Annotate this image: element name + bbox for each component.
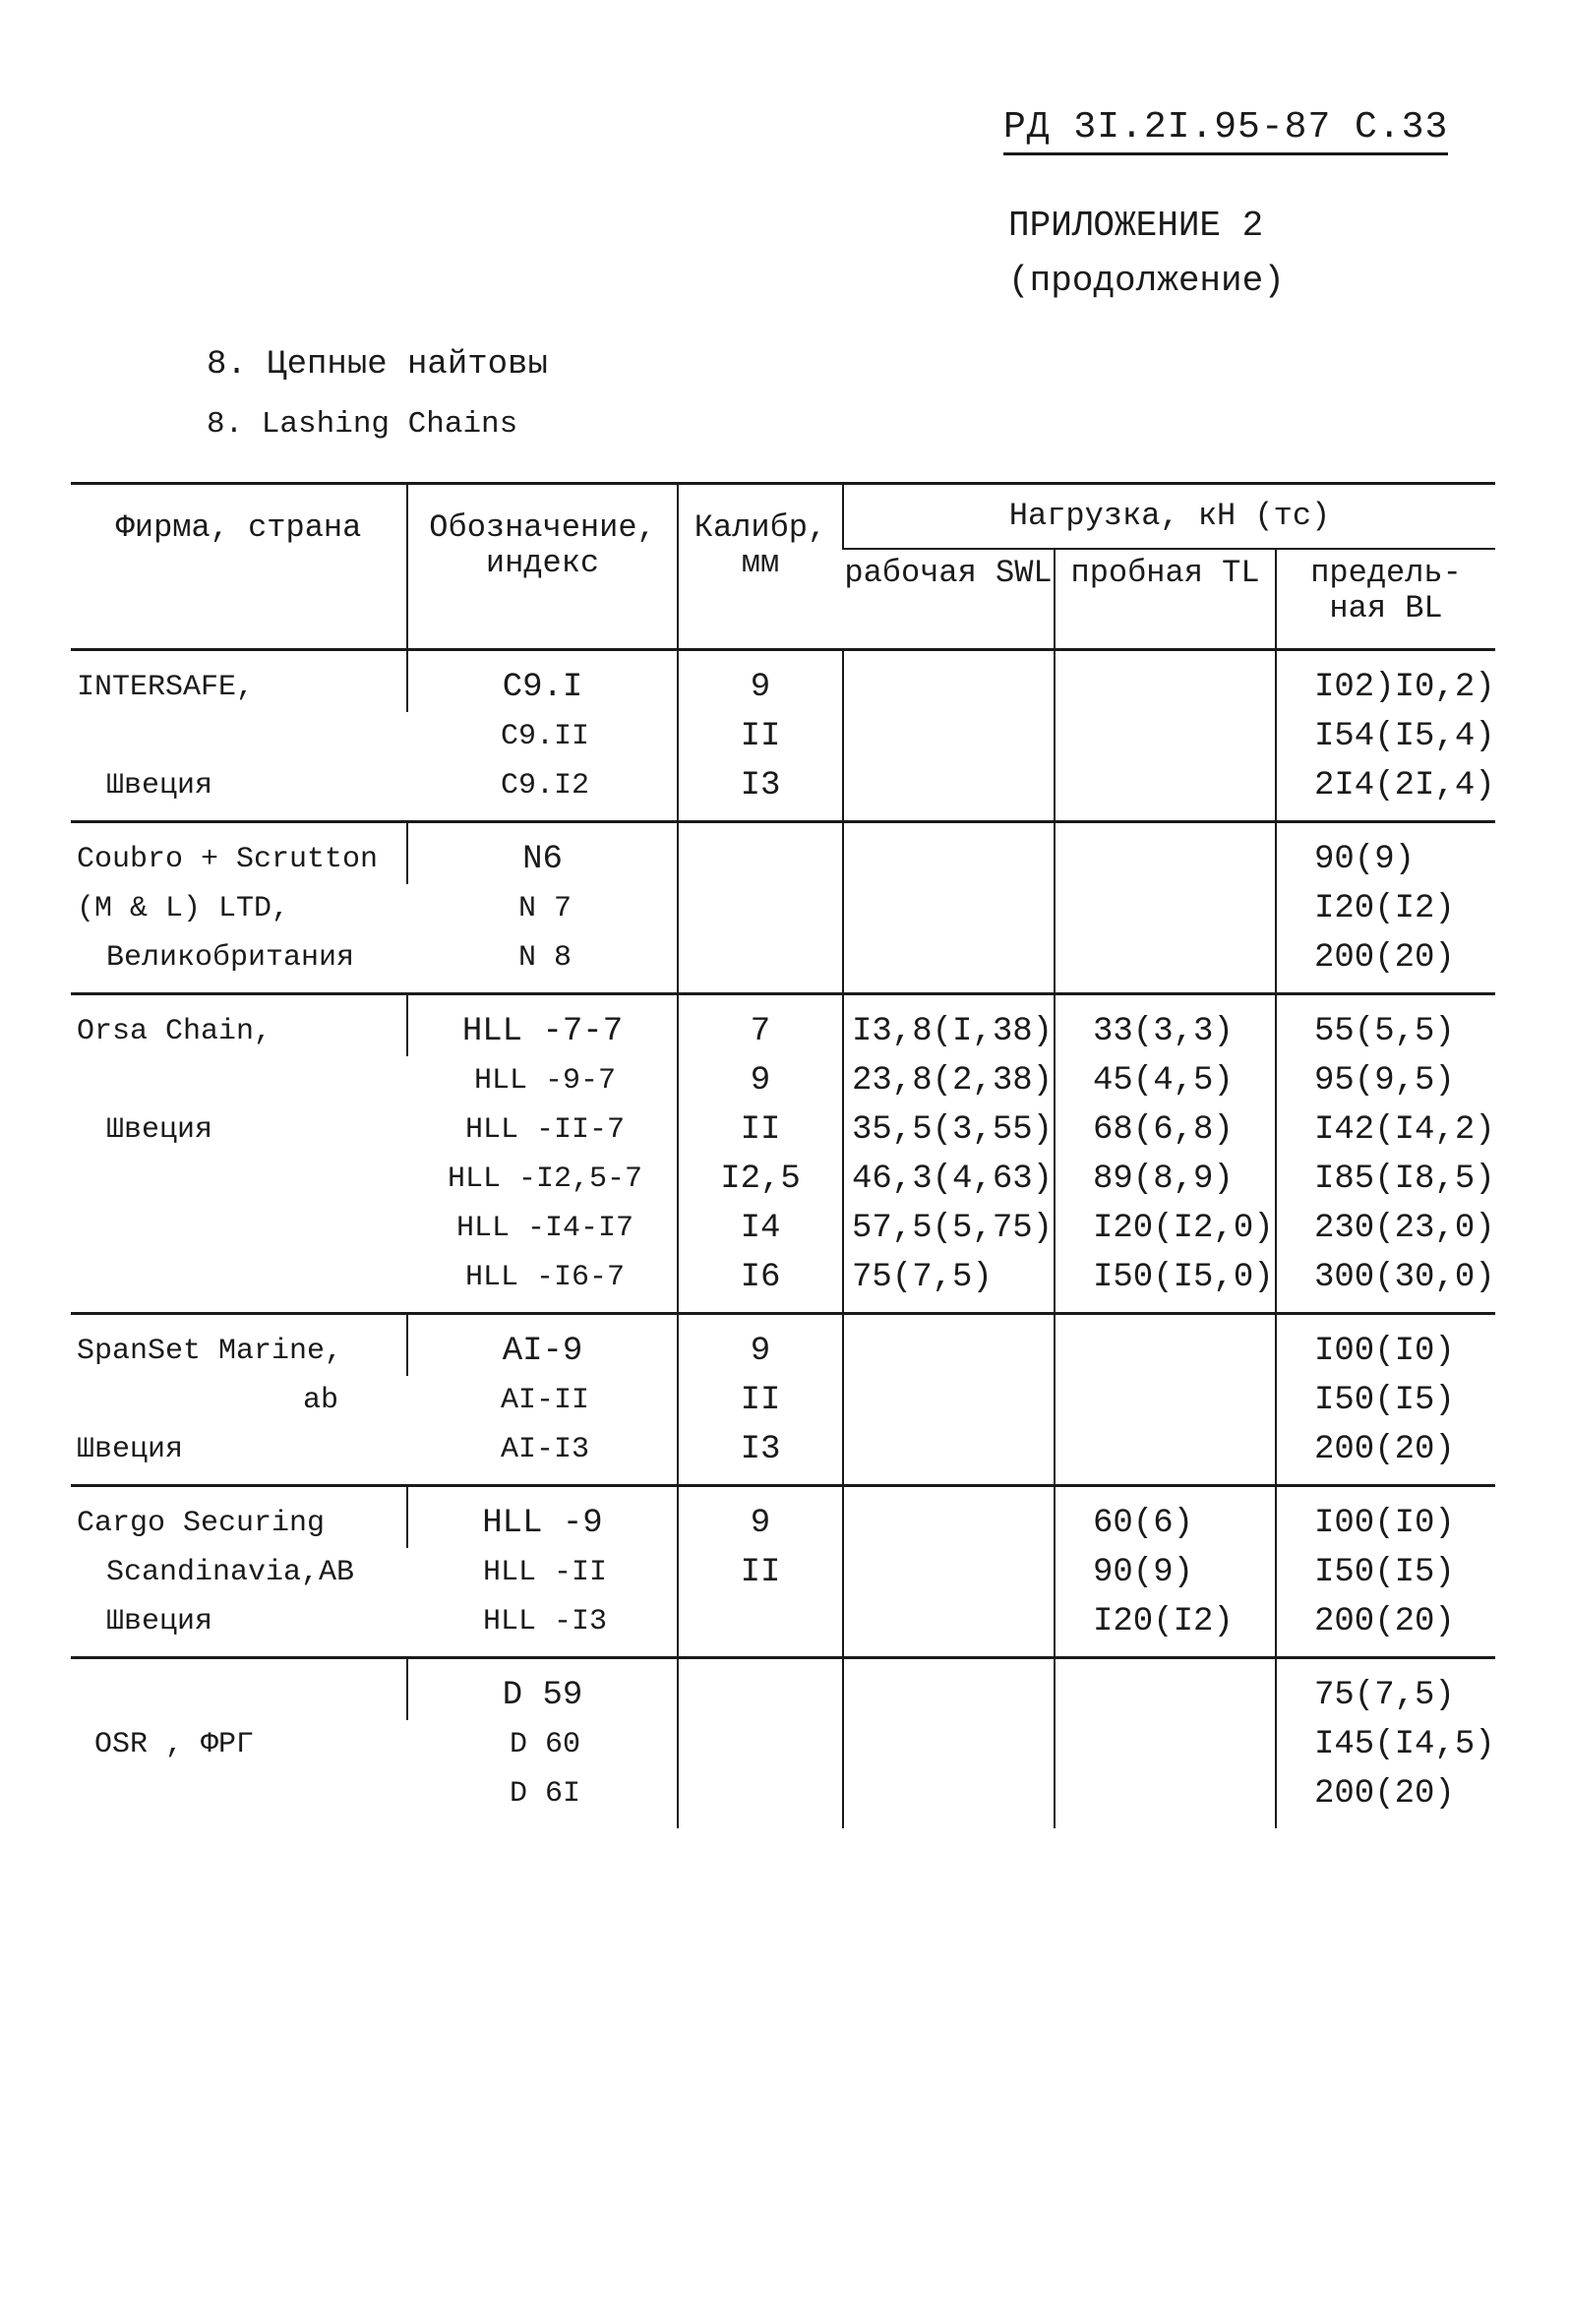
breaking-load-cell: I54(I5,4) bbox=[1276, 712, 1495, 761]
table-row bbox=[71, 1314, 1495, 1377]
caliber-cell: 9 bbox=[678, 1314, 843, 1377]
breaking-load-cell: 200(20) bbox=[1276, 933, 1495, 994]
caliber-cell: I3 bbox=[678, 761, 843, 822]
proof-load-cell bbox=[1055, 1769, 1276, 1828]
firm-line: ab bbox=[303, 1384, 339, 1417]
proof-load-cell bbox=[1055, 933, 1276, 994]
working-load-cell bbox=[843, 1548, 1055, 1597]
firm-cell bbox=[71, 1314, 407, 1486]
proof-load-cell: 89(8,9) bbox=[1055, 1155, 1276, 1204]
firm-line: Orsa Chain, bbox=[77, 1015, 272, 1048]
firm-cell bbox=[71, 1486, 407, 1658]
working-load-cell: 23,8(2,38) bbox=[843, 1056, 1055, 1105]
designation-cell: C9.I2 bbox=[500, 769, 589, 803]
firm-cell bbox=[71, 822, 407, 994]
firm-line: Cargo Securing bbox=[77, 1507, 326, 1540]
caliber-cell bbox=[678, 1720, 843, 1769]
designation-cell: N6 bbox=[407, 822, 678, 885]
firm-line: Швеция bbox=[106, 1113, 213, 1147]
caliber-cell: I2,5 bbox=[678, 1155, 843, 1204]
table-row bbox=[71, 1486, 1495, 1549]
proof-load-cell bbox=[1055, 822, 1276, 885]
breaking-load-cell: 75(7,5) bbox=[1276, 1658, 1495, 1721]
working-load-cell bbox=[843, 1720, 1055, 1769]
breaking-load-cell: I50(I5) bbox=[1276, 1376, 1495, 1425]
designation-cell: AI-I3 bbox=[500, 1433, 589, 1466]
working-load-cell bbox=[843, 1486, 1055, 1549]
caliber-cell: 9 bbox=[678, 1486, 843, 1549]
working-load-cell: 57,5(5,75) bbox=[843, 1204, 1055, 1253]
designation-cell: N 7 bbox=[517, 892, 572, 925]
designation-cell: AI-II bbox=[500, 1384, 589, 1417]
caliber-cell bbox=[678, 933, 843, 994]
designation-cell: D 6I bbox=[509, 1777, 580, 1811]
caliber-cell bbox=[678, 1597, 843, 1658]
caliber-cell: II bbox=[678, 1376, 843, 1425]
designation-cell: N 8 bbox=[517, 941, 572, 975]
caliber-cell: II bbox=[678, 712, 843, 761]
header-load: Нагрузка, кН (тс) bbox=[843, 484, 1495, 550]
breaking-load-cell: 90(9) bbox=[1276, 822, 1495, 885]
working-load-cell bbox=[843, 933, 1055, 994]
designation-cell: HLL -9-7 bbox=[473, 1064, 617, 1098]
appendix-title: ПРИЛОЖЕНИЕ 2 bbox=[1008, 206, 1264, 246]
firm-line: (M & L) LTD, bbox=[77, 892, 290, 925]
firm-line: Швеция bbox=[77, 1433, 184, 1466]
firm-line: Швеция bbox=[106, 769, 213, 803]
header-proof-load: пробная TL bbox=[1055, 549, 1276, 650]
proof-load-cell: 33(3,3) bbox=[1055, 994, 1276, 1057]
proof-load-cell bbox=[1055, 1720, 1276, 1769]
firm-line: SpanSet Marine, bbox=[77, 1335, 343, 1368]
caliber-cell: I3 bbox=[678, 1425, 843, 1486]
breaking-load-cell: I45(I4,5) bbox=[1276, 1720, 1495, 1769]
table-row bbox=[71, 1658, 1495, 1721]
caliber-cell: 9 bbox=[678, 650, 843, 713]
breaking-load-cell: 200(20) bbox=[1276, 1769, 1495, 1828]
caliber-cell bbox=[678, 884, 843, 933]
caliber-cell: I6 bbox=[678, 1253, 843, 1314]
header-breaking-load: предель- ная BL bbox=[1276, 549, 1495, 650]
working-load-cell bbox=[843, 712, 1055, 761]
working-load-cell bbox=[843, 1425, 1055, 1486]
firm-group bbox=[71, 822, 1495, 994]
table-header bbox=[71, 484, 1495, 650]
firm-group bbox=[71, 1658, 1495, 1829]
firm-cell bbox=[71, 994, 407, 1314]
caliber-cell: I4 bbox=[678, 1204, 843, 1253]
proof-load-cell: I20(I2,0) bbox=[1055, 1204, 1276, 1253]
proof-load-cell bbox=[1055, 884, 1276, 933]
firm-group bbox=[71, 1486, 1495, 1658]
firm-line: Coubro + Scrutton bbox=[77, 843, 379, 876]
proof-load-cell: 60(6) bbox=[1055, 1486, 1276, 1549]
working-load-cell bbox=[843, 1658, 1055, 1721]
caliber-cell bbox=[678, 822, 843, 885]
caliber-cell: II bbox=[678, 1548, 843, 1597]
breaking-load-cell: I50(I5) bbox=[1276, 1548, 1495, 1597]
proof-load-cell bbox=[1055, 650, 1276, 713]
firm-line: OSR , ФРГ bbox=[94, 1728, 255, 1761]
header-designation: Обозначение, индекс bbox=[407, 484, 678, 650]
breaking-load-cell: I85(I8,5) bbox=[1276, 1155, 1495, 1204]
working-load-cell bbox=[843, 1597, 1055, 1658]
section-title-ru: 8. Цепные найтовы bbox=[207, 346, 548, 384]
designation-cell: HLL -II bbox=[482, 1556, 608, 1589]
caliber-cell: 7 bbox=[678, 994, 843, 1057]
lashing-chains-table-wrapper bbox=[71, 482, 1495, 1828]
header-firm: Фирма, страна bbox=[71, 484, 407, 650]
proof-load-cell: 90(9) bbox=[1055, 1548, 1276, 1597]
working-load-cell bbox=[843, 884, 1055, 933]
working-load-cell bbox=[843, 761, 1055, 822]
designation-cell: AI-9 bbox=[407, 1314, 678, 1377]
caliber-cell: 9 bbox=[678, 1056, 843, 1105]
designation-cell: D 59 bbox=[407, 1658, 678, 1721]
appendix-label bbox=[1008, 199, 1285, 309]
firm-line: Scandinavia,AB bbox=[106, 1556, 355, 1589]
table-row bbox=[71, 650, 1495, 713]
caliber-cell: II bbox=[678, 1105, 843, 1155]
breaking-load-cell: I02)I0,2) bbox=[1276, 650, 1495, 713]
working-load-cell: 75(7,5) bbox=[843, 1253, 1055, 1314]
proof-load-cell bbox=[1055, 1425, 1276, 1486]
breaking-load-cell: 2I4(2I,4) bbox=[1276, 761, 1495, 822]
proof-load-cell bbox=[1055, 1376, 1276, 1425]
lashing-chains-table bbox=[71, 482, 1495, 1828]
proof-load-cell: I20(I2) bbox=[1055, 1597, 1276, 1658]
designation-cell: HLL -I3 bbox=[482, 1605, 608, 1639]
table-row bbox=[71, 822, 1495, 885]
breaking-load-cell: I00(I0) bbox=[1276, 1314, 1495, 1377]
designation-cell: HLL -II-7 bbox=[464, 1113, 626, 1147]
firm-cell bbox=[71, 650, 407, 822]
header-working-load: рабочая SWL bbox=[844, 555, 1053, 591]
proof-load-cell bbox=[1055, 712, 1276, 761]
designation-cell: HLL -I4-I7 bbox=[455, 1212, 634, 1245]
firm-cell bbox=[71, 1658, 407, 1829]
working-load-cell bbox=[843, 1314, 1055, 1377]
working-load-cell bbox=[843, 822, 1055, 885]
firm-line: Швеция bbox=[106, 1605, 213, 1639]
firm-line: Великобритания bbox=[106, 941, 355, 975]
working-load-cell: 46,3(4,63) bbox=[843, 1155, 1055, 1204]
breaking-load-cell: I00(I0) bbox=[1276, 1486, 1495, 1549]
breaking-load-cell: 95(9,5) bbox=[1276, 1056, 1495, 1105]
firm-group bbox=[71, 994, 1495, 1314]
firm-line bbox=[77, 1056, 406, 1105]
proof-load-cell bbox=[1055, 1658, 1276, 1721]
working-load-cell bbox=[843, 1376, 1055, 1425]
proof-load-cell: 68(6,8) bbox=[1055, 1105, 1276, 1155]
proof-load-cell: 45(4,5) bbox=[1055, 1056, 1276, 1105]
working-load-cell: 35,5(3,55) bbox=[843, 1105, 1055, 1155]
header-caliber: Калибр, мм bbox=[678, 484, 843, 650]
breaking-load-cell: 300(30,0) bbox=[1276, 1253, 1495, 1314]
designation-cell: HLL -9 bbox=[407, 1486, 678, 1549]
proof-load-cell bbox=[1055, 761, 1276, 822]
section-title-en: 8. Lashing Chains bbox=[207, 407, 518, 442]
breaking-load-cell: 230(23,0) bbox=[1276, 1204, 1495, 1253]
breaking-load-cell: 200(20) bbox=[1276, 1597, 1495, 1658]
designation-cell: HLL -I6-7 bbox=[464, 1261, 626, 1294]
working-load-cell bbox=[843, 1769, 1055, 1828]
designation-cell: HLL -7-7 bbox=[407, 994, 678, 1057]
breaking-load-cell: 55(5,5) bbox=[1276, 994, 1495, 1057]
designation-cell: C9.II bbox=[500, 720, 589, 753]
firm-line bbox=[77, 712, 406, 761]
table-row bbox=[71, 994, 1495, 1057]
designation-cell: HLL -I2,5-7 bbox=[447, 1162, 643, 1196]
firm-line: INTERSAFE, bbox=[77, 671, 255, 704]
appendix-continued: (продолжение) bbox=[1008, 261, 1285, 301]
working-load-cell: I3,8(I,38) bbox=[843, 994, 1055, 1057]
breaking-load-cell: I20(I2) bbox=[1276, 884, 1495, 933]
breaking-load-cell: I42(I4,2) bbox=[1276, 1105, 1495, 1155]
proof-load-cell bbox=[1055, 1314, 1276, 1377]
firm-group bbox=[71, 1314, 1495, 1486]
firm-line bbox=[77, 1671, 406, 1720]
caliber-cell bbox=[678, 1769, 843, 1828]
caliber-cell bbox=[678, 1658, 843, 1721]
working-load-cell bbox=[843, 650, 1055, 713]
firm-line bbox=[77, 1769, 406, 1818]
designation-cell: D 60 bbox=[509, 1728, 580, 1761]
designation-cell: C9.I bbox=[407, 650, 678, 713]
breaking-load-cell: 200(20) bbox=[1276, 1425, 1495, 1486]
proof-load-cell: I50(I5,0) bbox=[1055, 1253, 1276, 1314]
firm-group bbox=[71, 650, 1495, 822]
document-code: РД 3I.2I.95-87 С.33 bbox=[1003, 106, 1448, 155]
